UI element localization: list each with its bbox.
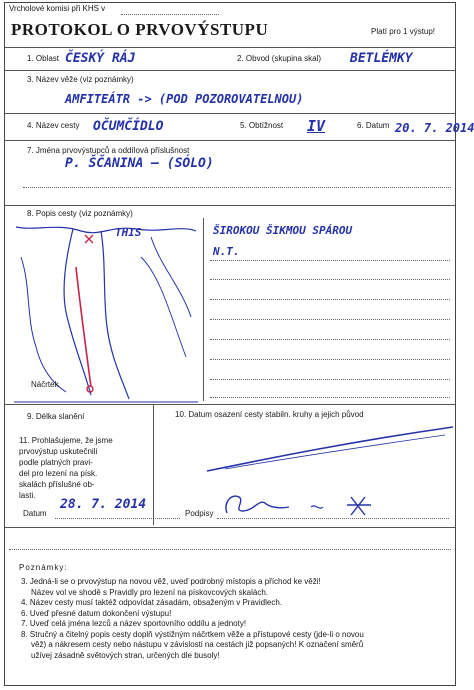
declaration-date-label: Datum	[23, 509, 47, 518]
row-divider-6	[5, 527, 455, 528]
tower-value: AMFITEÁTR -> (POD POZOROVATELNOU)	[65, 92, 304, 106]
route-label: 4. Název cesty	[27, 121, 80, 130]
difficulty-value: IV	[307, 117, 326, 135]
declaration-line: skalách příslušné ob-	[19, 480, 95, 489]
climbers-label: 7. Jména prvovýstupců a oddílová příslušnost	[27, 146, 190, 155]
declaration-line: 11. Prohlašujeme, že jsme	[19, 436, 113, 445]
copy-note: Platí pro 1 výstup!	[371, 27, 436, 36]
description-label: 8. Popis cesty (viz poznámky)	[27, 209, 133, 218]
row-divider-2	[5, 113, 455, 114]
rappel-label: 9. Délka slanění	[27, 412, 85, 421]
notes-heading: Poznámky:	[19, 563, 68, 572]
row-divider-5	[5, 404, 455, 405]
description-line-1: ŠIROKOU ŠIKMOU SPÁROU	[213, 224, 353, 237]
notes-list	[21, 577, 364, 661]
climbers-line	[23, 187, 451, 188]
route-value: OČUMČÍDLO	[93, 119, 164, 134]
protocol-form	[4, 2, 474, 686]
note-item: 7. Uveď celá jména lezců a název sportovního oddílu a jednoty!	[21, 619, 247, 628]
note-item: 8. Stručný a čitelný popis cesty doplň výstižným náčrtkem věže a přístupové cesty (jde-li o novou	[21, 629, 364, 639]
area-value: ČESKÝ RÁJ	[65, 51, 136, 66]
district-label: 2. Obvod (skupina skal)	[237, 54, 322, 63]
date-label: 6. Datum	[357, 121, 390, 130]
note-item: 3. Jedná-li se o prvovýstup na novou věž, uveď podrobný místopis a příchod ke věži!	[21, 577, 321, 586]
difficulty-label: 5. Obtížnost	[240, 121, 284, 130]
route-sketch	[11, 217, 201, 407]
tower-label: 3. Název věže (viz poznámky)	[27, 75, 134, 84]
signatures-label: Podpisy	[185, 509, 214, 518]
note-item: 4. Název cesty musí taktéž odpovídat zásadám, obsaženým v Pravidlech.	[21, 598, 283, 607]
note-item: věž) a nákresem cesty nebo nástupu v závislosti na cestách již popsaných! K označení směrů	[31, 640, 364, 649]
committee-label: Vrcholové komisi při KHS v	[9, 4, 106, 13]
area-label: 1. Oblast	[27, 54, 60, 63]
sketch-note: THIS	[115, 226, 142, 239]
note-item: 6. Uveď přesné datum dokončení výstupu!	[21, 608, 172, 618]
description-divider	[203, 218, 204, 401]
declaration-text	[19, 435, 159, 501]
declaration-line: lasti.	[19, 491, 36, 500]
declaration-line: podle platných pravi-	[19, 458, 93, 467]
declaration-date-value: 28. 7. 2014	[60, 497, 147, 512]
signature-scrawl	[219, 489, 389, 521]
anchor-label: 10. Datum osazení cesty stabiln. kruhy a jejich původ	[175, 410, 364, 419]
sketch-label: Náčrtek	[31, 380, 59, 389]
district-value: BETLÉMKY	[350, 51, 413, 66]
spare-line	[9, 549, 451, 550]
climbers-value: P. ŠČANINA – (SÓLO)	[65, 156, 214, 171]
note-item: Název vol ve shodě s Pravidly pro lezení na pískovcových skalách.	[31, 587, 269, 597]
row-divider-4	[5, 205, 455, 206]
declaration-date-line	[55, 518, 180, 519]
title-divider	[5, 47, 455, 48]
note-item: užívej zásadně světových stran, určených dle busoly!	[31, 650, 220, 660]
anchor-strikethrough	[205, 423, 455, 475]
form-title: PROTOKOL O PRVOVÝSTUPU	[11, 20, 269, 39]
declaration-line: del pro lezení na písk.	[19, 469, 98, 478]
declaration-line: prvovýstup uskutečnili	[19, 447, 98, 456]
row-divider-3	[5, 140, 455, 141]
declaration-divider	[153, 405, 154, 525]
row-divider-1	[5, 70, 455, 71]
description-line-2: N.T.	[213, 245, 240, 258]
date-value: 20. 7. 2014	[395, 121, 474, 135]
committee-dotted-line	[121, 14, 219, 15]
